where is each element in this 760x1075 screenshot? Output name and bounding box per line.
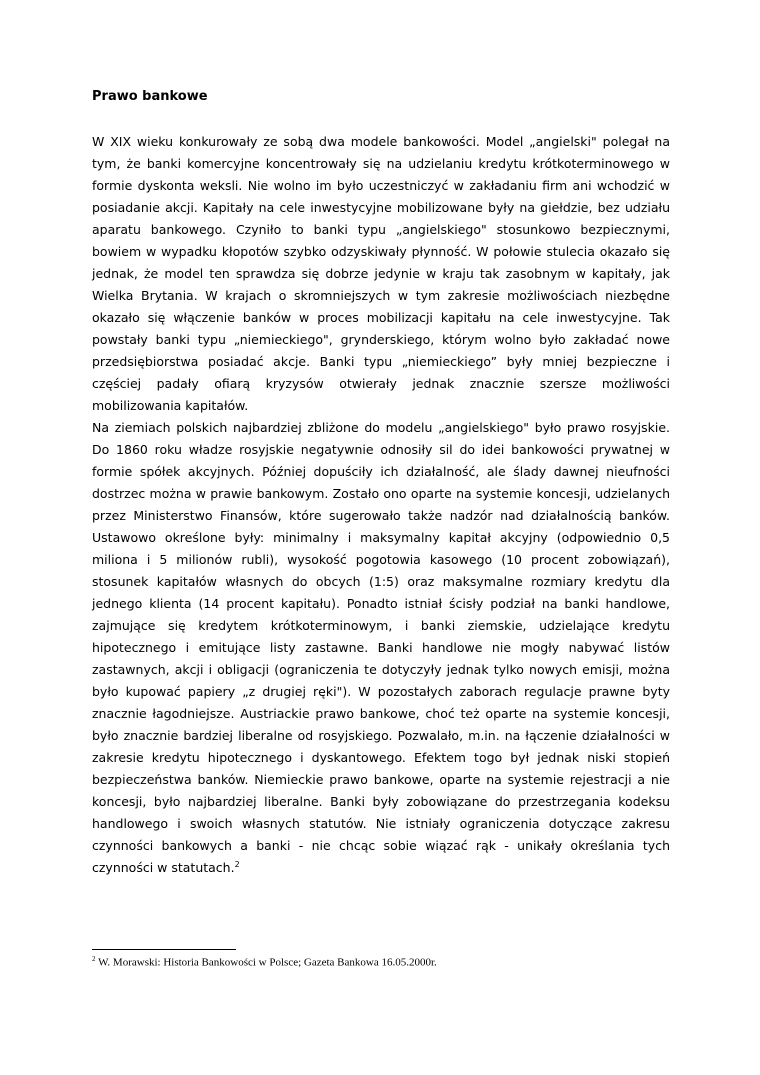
document-body bbox=[92, 131, 670, 879]
footnote-separator bbox=[92, 949, 236, 950]
footnote bbox=[92, 955, 437, 969]
paragraph-2 bbox=[92, 417, 670, 879]
document-title: Prawo bankowe bbox=[92, 89, 208, 104]
footnote-text: W. Morawski: Historia Bankowości w Polsce; Gazeta Bankowa 16.05.2000r. bbox=[98, 956, 437, 969]
footnote-marker: 2 bbox=[92, 955, 96, 963]
paragraph-2-text: Na ziemiach polskich najbardziej zbliżone do modelu „angielskiego" było prawo rosyjskie. Do 1860 roku władze rosyjskie negatywnie odnosiły sil do idei bankowości prywatnej w formie spółek akcyjnych. Później dopuściły ich działalność, ale ślady dawnej nieufności dostrzec można w prawie bankowym. Zostało ono oparte na systemie koncesji, udzielanych przez Ministerstwo Finansów, które sugerowało także nadzór nad działalnością banków. Ustawowo określone były: minimalny i maksymalny kapitał akcyjny (odpowiednio 0,5 miliona i 5 milionów rubli), wysokość pogotowia kasowego (10 procent zobowiązań), stosunek kapitałów własnych do obcych (1:5) oraz maksymalne rozmiary kredytu dla jednego klienta (14 procent kapitału). Ponadto istniał ścisły podział na banki handlowe, zajmujące się kredytem krótkoterminowym, i banki ziemskie, udzielające kredytu hipotecznego i emitujące listy zastawne. Banki handlowe nie mogły nabywać listów zastawnych, akcji i obligacji (ograniczenia te dotyczyły jednak tylko nowych emisji, można było kupować papiery „z drugiej ręki"). W pozostałych zaborach regulacje prawne byty znacznie łagodniejsze. Austriackie prawo bankowe, choć też oparte na systemie koncesji, było znacznie bardziej liberalne od rosyjskiego. Pozwalało, m.in. na łączenie działalności w zakresie kredytu hipotecznego i dyskantowego. Efektem togo był jednak niski stopień bezpieczeństwa banków. Niemieckie prawo bankowe, oparte na systemie rejestracji a nie koncesji, było najbardziej liberalne. Banki były zobowiązane do przestrzegania kodeksu handlowego i swoich własnych statutów. Nie istniały ograniczenia dotyczące zakresu czynności bankowych a banki - nie chcąc sobie wiązać rąk - unikały określania tych czynności w statutach. bbox=[92, 420, 670, 875]
paragraph-1: W XIX wieku konkurowały ze sobą dwa modele bankowości. Model „angielski" polegał na tym, że banki komercyjne koncentrowały się na udzielaniu kredytu krótkoterminowego w formie dyskonta weksli. Nie wolno im było uczestniczyć w zakładaniu firm ani wchodzić w posiadanie akcji. Kapitały na cele inwestycyjne mobilizowane były na giełdzie, bez udziału aparatu bankowego. Czyniło to banki typu „angielskiego" stosunkowo bezpiecznymi, bowiem w wypadku kłopotów szybko odzyskiwały płynność. W połowie stulecia okazało się jednak, że model ten sprawdza się dobrze jedynie w kraju tak zasobnym w kapitały, jak Wielka Brytania. W krajach o skromniejszych w tym zakresie możliwościach niezbędne okazało się włączenie banków w proces mobilizacji kapitału na cele inwestycyjne. Tak powstały banki typu „niemieckiego", grynderskiego, którym wolno było zakładać nowe przedsiębiorstwa posiadać akcje. Banki typu „niemieckiego” były mniej bezpieczne i częściej padały ofiarą kryzysów otwierały jednak znacznie szersze możliwości mobilizowania kapitałów. bbox=[92, 134, 670, 413]
footnote-reference[interactable]: 2 bbox=[234, 859, 240, 869]
